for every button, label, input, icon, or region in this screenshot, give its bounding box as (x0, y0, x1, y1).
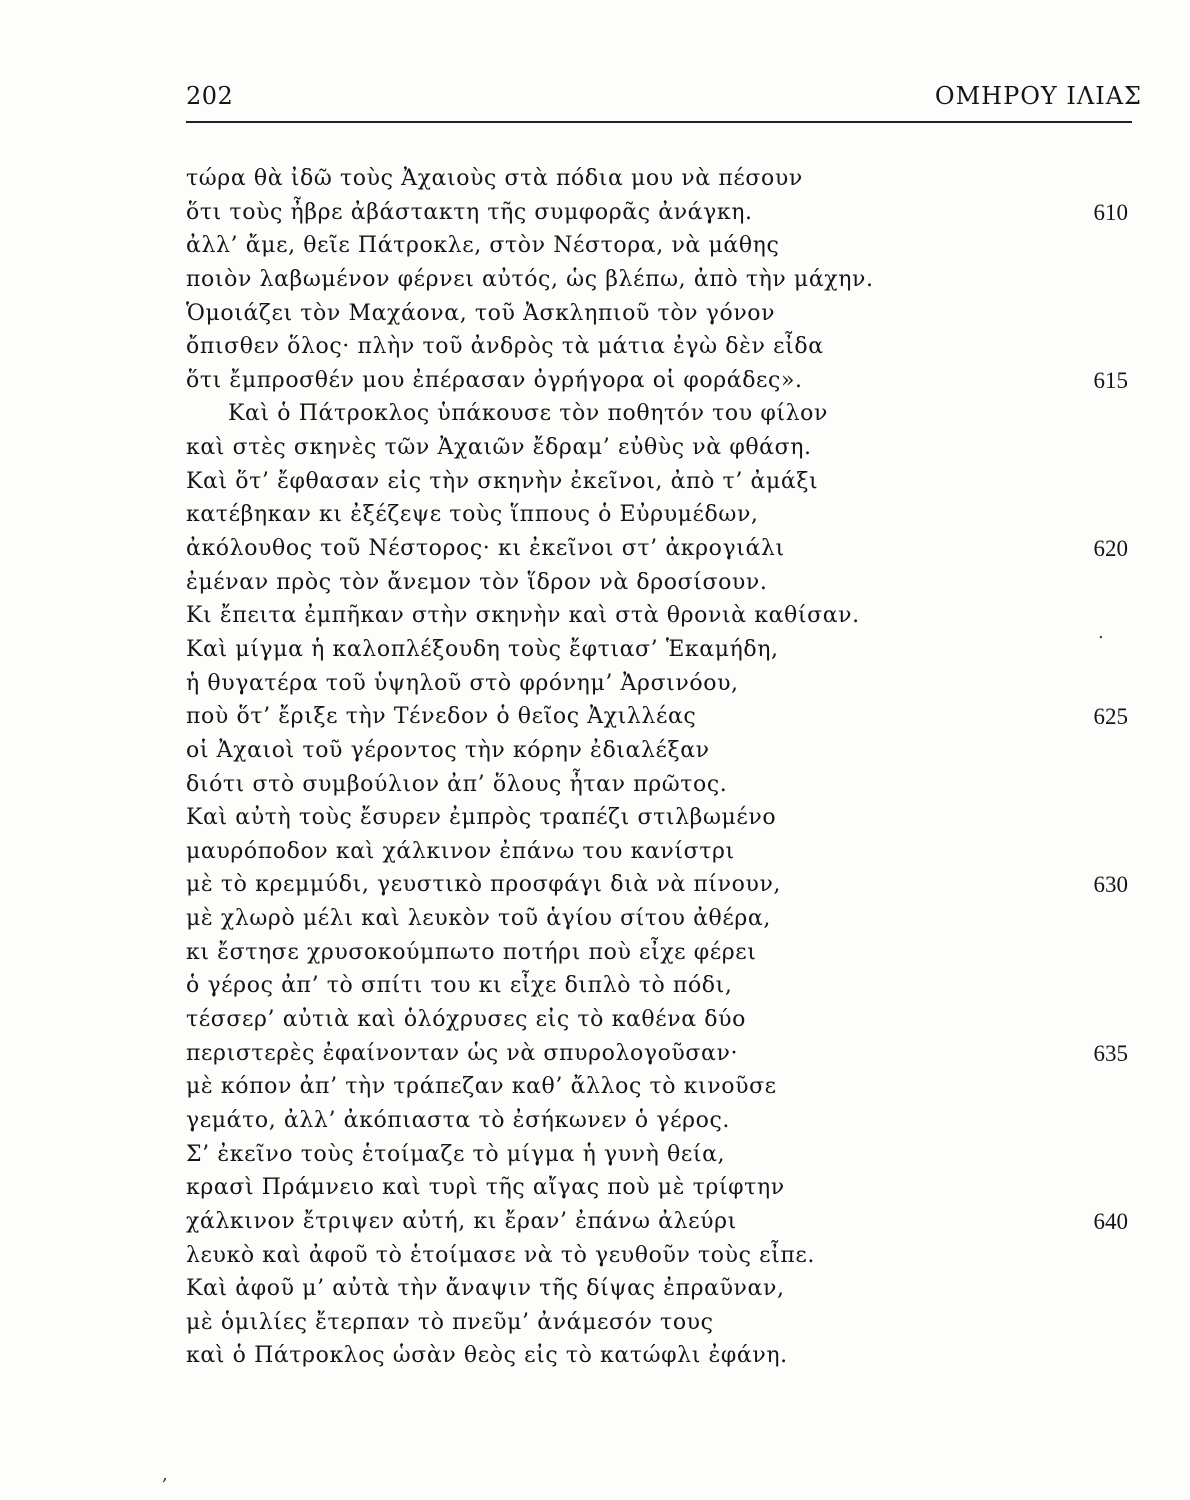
verse-text: Καὶ ὁ Πάτροκλος ὑπάκουσε τὸν ποθητόν του φίλον (228, 401, 828, 427)
verse-line (186, 734, 1142, 768)
verse-line (186, 397, 1142, 431)
verse-line (186, 1272, 1142, 1306)
stray-print-mark: , (162, 1464, 168, 1485)
verse-line (186, 498, 1142, 532)
verse-text: καὶ ὁ Πάτροκλος ὡσὰν θεὸς εἰς τὸ κατώφλι ἐφάνη. (186, 1343, 788, 1369)
verse-line (186, 263, 1142, 297)
line-number: 620 (1093, 536, 1128, 562)
verse-text: κρασὶ Πράμνειο καὶ τυρὶ τῆς αἴγας ποὺ μὲ τρίφτην (186, 1175, 785, 1201)
verse-line (186, 768, 1142, 802)
verse-text: ἀκόλουθος τοῦ Νέστορος· κι ἐκεῖνοι στ’ ἀκρογιάλι (186, 536, 785, 562)
verse-line (186, 465, 1142, 499)
verse-line (186, 1070, 1142, 1104)
verse-line (186, 667, 1142, 701)
verse-line (186, 1104, 1142, 1138)
verse-text: τώρα θὰ ἰδῶ τοὺς Ἀχαιοὺς στὰ πόδια μου νὰ πέσουν (186, 166, 803, 191)
verse-line (186, 297, 1142, 331)
verse-line (186, 868, 1142, 902)
verse-text: μαυρόποδον καὶ χάλκινον ἐπάνω του κανίστρι (186, 838, 735, 864)
verse-line (186, 1239, 1142, 1273)
verse-text: Καὶ αὐτὴ τοὺς ἔσυρεν ἐμπρὸς τραπέζι στιλβωμένο (186, 805, 777, 831)
verse-text: μὲ κόπον ἀπ’ τὴν τράπεζαν καθ’ ἄλλος τὸ κινοῦσε (186, 1074, 777, 1100)
verse-text: ὄπισθεν ὅλος· πλὴν τοῦ ἀνδρὸς τὰ μάτια ἐγὼ δὲν εἶδα (186, 334, 824, 360)
verse-line (186, 835, 1142, 869)
line-number: 610 (1093, 199, 1128, 225)
header-rule (186, 121, 1132, 123)
verse-text: ὁ γέρος ἀπ’ τὸ σπίτι του κι εἶχε διπλὸ τὸ πόδι, (186, 973, 733, 999)
verse-line (186, 633, 1142, 667)
verse-line (186, 700, 1142, 734)
verse-text: χάλκινον ἔτριψεν αὐτή, κι ἔραν’ ἐπάνω ἀλεύρι (186, 1208, 737, 1234)
verse-text: λευκὸ καὶ ἀφοῦ τὸ ἑτοίμασε νὰ τὸ γευθοῦν τοὺς εἶπε. (186, 1242, 815, 1268)
verse-line (186, 431, 1142, 465)
verse-text: ὅτι τοὺς ἦβρε ἀβάστακτη τῆς συμφορᾶς ἀνάγκη. (186, 199, 753, 225)
line-number: 615 (1093, 367, 1128, 393)
verse-line (186, 330, 1142, 364)
verse-text: ποιὸν λαβωμένον φέρνει αὐτός, ὡς βλέπω, ἀπὸ τὴν μάχην. (186, 266, 874, 292)
verse-text: καὶ στὲς σκηνὲς τῶν Ἀχαιῶν ἔδραμ’ εὐθὺς νὰ φθάση. (186, 435, 812, 461)
verse-line (186, 566, 1142, 600)
line-number: 630 (1093, 872, 1128, 898)
verse-text: μὲ χλωρὸ μέλι καὶ λευκὸν τοῦ ἁγίου σίτου ἀθέρα, (186, 906, 771, 932)
verse-line (186, 902, 1142, 936)
verse-text: περιστερὲς ἐφαίνονταν ὡς νὰ σπυρολογοῦσαν· (186, 1040, 739, 1066)
verse-text: ἀλλ’ ἄμε, θεῖε Πάτροκλε, στὸν Νέστορα, νὰ μάθης (186, 233, 780, 259)
verse-text: Καὶ ἀφοῦ μ’ αὐτὰ τὴν ἄναψιν τῆς δίψας ἐπραῦναν, (186, 1276, 785, 1302)
verse-line (186, 1339, 1142, 1373)
verse-text: Σ’ ἐκεῖνο τοὺς ἑτοίμαζε τὸ μίγμα ἡ γυνὴ θεία, (186, 1141, 726, 1167)
verse-text: Καὶ ὅτ’ ἔφθασαν εἰς τὴν σκηνὴν ἐκεῖνοι, ἀπὸ τ’ ἀμάξι (186, 468, 819, 494)
verse-line (186, 801, 1142, 835)
verse-line (186, 1306, 1142, 1340)
verse-line (186, 969, 1142, 1003)
stray-print-mark: . (1098, 622, 1104, 643)
running-title: ΟΜΗΡΟΥ ΙΛΙΑΣ (934, 82, 1142, 110)
verse-line (186, 1205, 1142, 1239)
verse-line (186, 196, 1142, 230)
verse-text: ὅτι ἔμπροσθέν μου ἐπέρασαν ὀγρήγορα οἱ φοράδες». (186, 367, 803, 393)
verse-text: γεμάτο, ἀλλ’ ἀκόπιαστα τὸ ἐσήκωνεν ὁ γέρος. (186, 1107, 730, 1133)
verse-line (186, 1171, 1142, 1205)
verse-text: ἐμέναν πρὸς τὸν ἄνεμον τὸν ἵδρον νὰ δροσίσουν. (186, 569, 768, 595)
verse-text: Ὁμοιάζει τὸν Μαχάονα, τοῦ Ἀσκληπιοῦ τὸν γόνον (186, 300, 776, 326)
page-number: 202 (186, 82, 234, 110)
line-number: 625 (1093, 704, 1128, 730)
verse-text: τέσσερ’ αὐτιὰ καὶ ὁλόχρυσες εἰς τὸ καθένα δύο (186, 1007, 746, 1033)
verse-text: οἱ Ἀχαιοὶ τοῦ γέροντος τὴν κόρην ἐδιαλέξαν (186, 737, 710, 763)
verse-text: κατέβηκαν κι ἐξέζεψε τοὺς ἵππους ὁ Εὐρυμέδων, (186, 502, 759, 528)
line-number: 640 (1093, 1208, 1128, 1234)
verse-line (186, 1138, 1142, 1172)
line-number: 635 (1093, 1040, 1128, 1066)
verse-text: ποὺ ὅτ’ ἔριξε τὴν Τένεδον ὁ θεῖος Ἀχιλλέας (186, 704, 697, 730)
verse-text: Καὶ μίγμα ἡ καλοπλέξουδη τοὺς ἔφτιασ’ Ἑκαμήδη, (186, 636, 779, 662)
verse-text: μὲ τὸ κρεμμύδι, γευστικὸ προσφάγι διὰ νὰ πίνουν, (186, 872, 782, 898)
verse-line (186, 1003, 1142, 1037)
verse-text: ἡ θυγατέρα τοῦ ὑψηλοῦ στὸ φρόνημ’ Ἀρσινόου, (186, 670, 739, 696)
verse-line (186, 532, 1142, 566)
verse-text: διότι στὸ συμβούλιον ἀπ’ ὅλους ἦταν πρῶτος. (186, 771, 728, 797)
verse-line (186, 229, 1142, 263)
verse-line (186, 936, 1142, 970)
verse-text: κι ἔστησε χρυσοκούμπωτο ποτήρι ποὺ εἶχε φέρει (186, 939, 757, 965)
verse-line (186, 1037, 1142, 1071)
verse-line (186, 364, 1142, 398)
verse-text: Κι ἔπειτα ἐμπῆκαν στὴν σκηνὴν καὶ στὰ θρονιὰ καθίσαν. (186, 603, 860, 629)
verse-list (186, 162, 1142, 1373)
verse-text: μὲ ὁμιλίες ἔτερπαν τὸ πνεῦμ’ ἀνάμεσόν τους (186, 1309, 714, 1335)
page-header (186, 78, 1142, 118)
verse-line (186, 599, 1142, 633)
verse-line (186, 162, 1142, 196)
